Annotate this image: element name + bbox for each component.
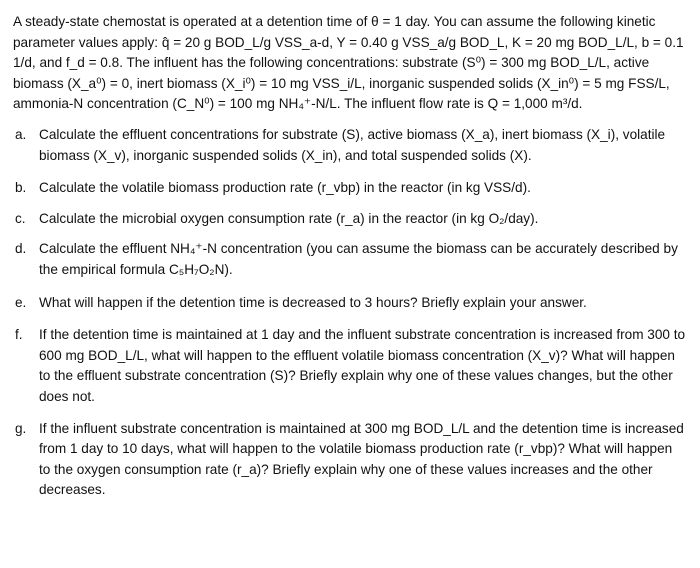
question-list (13, 125, 686, 501)
problem-intro: A steady-state chemostat is operated at a detention time of θ = 1 day. You can assume the following kinetic parameter values apply: q̂ = 20 g BOD_L/g VSS_a-d, Y = 0.40 g VSS_a/g BOD_L, K = 20 mg BOD_L/L, b = 0.1 1/d, and f_d = 0.8. The influent has the following concentrations: substrate (S⁰) = 300 mg BOD_L/L, active biomass (X_a⁰) = 0, inert biomass (X_i⁰) = 10 mg VSS_i/L, inorganic suspended solids (X_in⁰) = 5 mg FSS/L, ammonia-N concentration (C_N⁰) = 100 mg NH₄⁺-N/L. The influent flow rate is Q = 1,000 m³/d. (13, 14, 684, 112)
question-letter: d. (15, 241, 27, 257)
question-text: If the influent substrate concentration is maintained at 300 mg BOD_L/L and the detention time is increased from 1 day to 10 days, what will happen to the volatile biomass production rate (r_vbp)? What will happen to the oxygen consumption rate (r_a)? Briefly explain why one of these values increases and the other decreases. (39, 420, 684, 498)
question-item-a (13, 125, 686, 166)
question-item-f (13, 325, 686, 407)
question-text: If the detention time is maintained at 1 day and the influent substrate concentration is increased from 300 to 600 mg BOD_L/L, what will happen to the effluent volatile biomass concentration (X_v)? What will happen to the effluent substrate concentration (S)? Briefly explain why one of these values changes, but the other does not. (39, 327, 686, 404)
question-letter: a. (15, 126, 27, 142)
question-letter: f. (15, 327, 23, 343)
question-letter: e. (15, 294, 27, 310)
question-item-c (13, 209, 686, 230)
question-text: Calculate the microbial oxygen consumption rate (r_a) in the reactor (in kg O₂/day). (39, 210, 539, 226)
question-letter: c. (15, 210, 26, 226)
question-item-g (13, 419, 686, 501)
question-item-e (13, 293, 686, 314)
question-text: Calculate the volatile biomass production rate (r_vbp) in the reactor (in kg VSS/d). (39, 180, 531, 196)
question-text: What will happen if the detention time is decreased to 3 hours? Briefly explain your answer. (39, 294, 587, 310)
question-letter: b. (15, 180, 27, 196)
question-text: Calculate the effluent concentrations for substrate (S), active biomass (X_a), inert biomass (X_i), volatile biomass (X_v), inorganic suspended solids (X_in), and total suspended solids (X). (39, 126, 666, 163)
question-letter: g. (15, 420, 27, 436)
question-item-d (13, 239, 686, 280)
question-item-b (13, 178, 686, 199)
question-text: Calculate the effluent NH₄⁺-N concentration (you can assume the biomass can be accurately described by the empirical formula C₅H₇O₂N). (39, 241, 678, 277)
